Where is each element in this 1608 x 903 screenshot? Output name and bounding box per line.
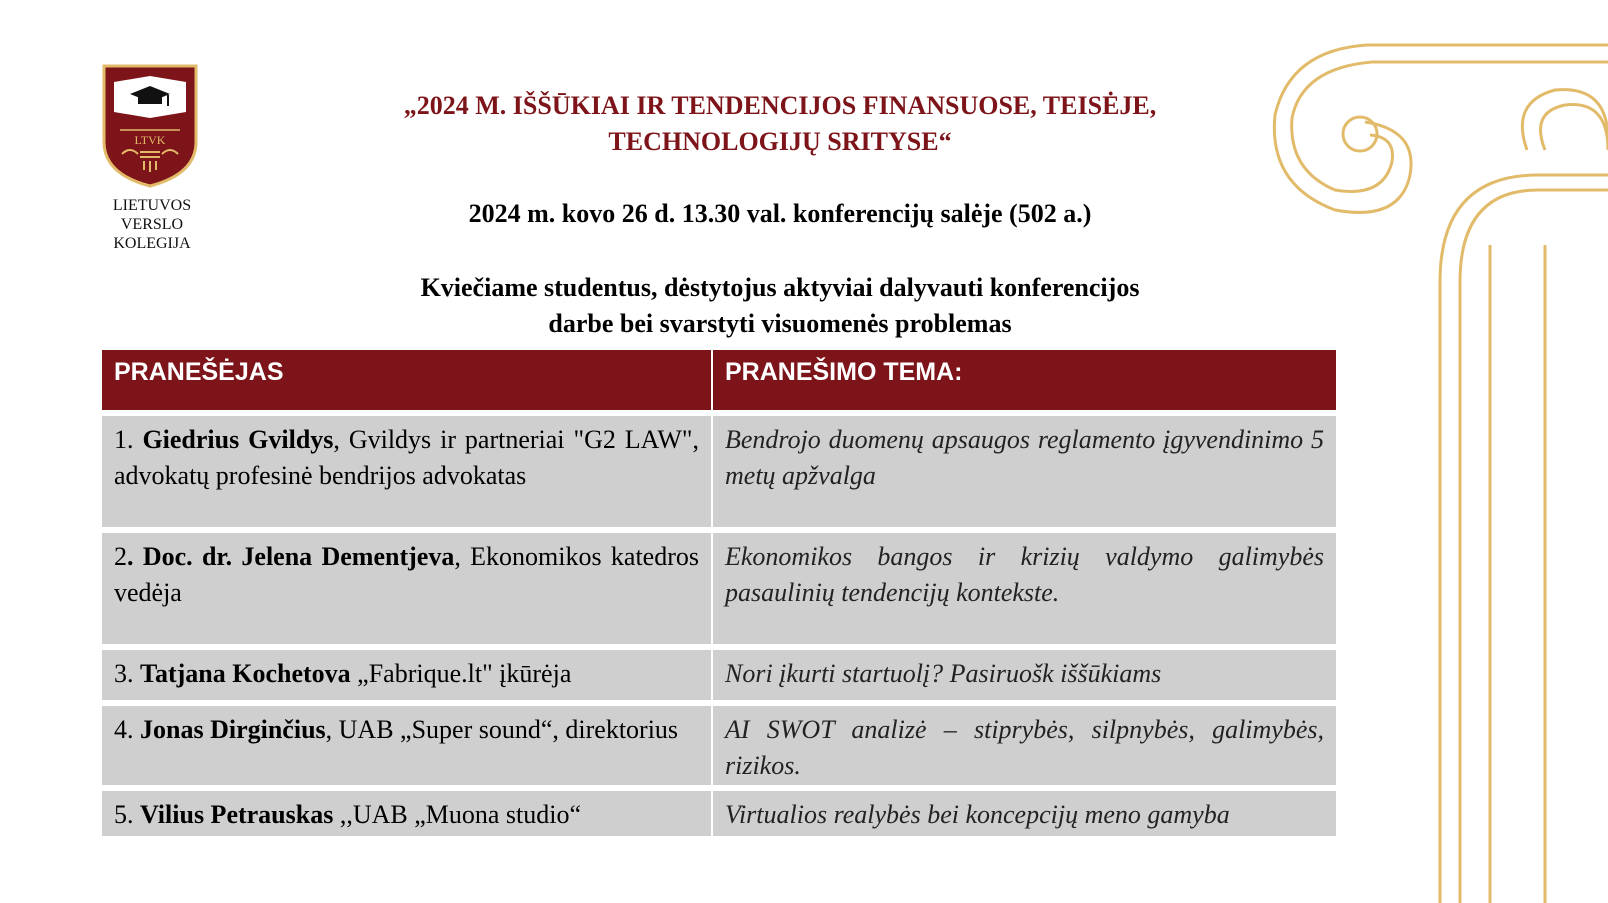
speaker-number: 5. <box>114 800 140 829</box>
table-row <box>102 530 1336 647</box>
college-name-line: KOLEGIJA <box>113 235 191 252</box>
speaker-cell <box>102 647 712 703</box>
topic-cell: Nori įkurti startuolį? Pasiruošk iššūkiams <box>712 647 1336 703</box>
college-name <box>96 196 208 253</box>
table-header-row <box>102 350 1336 413</box>
invite-line: Kviečiame studentus, dėstytojus aktyviai dalyvauti konferencijos <box>420 273 1140 302</box>
speaker-number: 1. <box>114 425 143 454</box>
speaker-affiliation: „Fabrique.lt" įkūrėja <box>350 659 572 688</box>
title-line: „2024 M. IŠŠŪKIAI IR TENDENCIJOS FINANSUOSE, TEISĖJE, <box>403 91 1157 120</box>
title-line: TECHNOLOGIJŲ SRITYSE“ <box>608 127 952 156</box>
speaker-number: 3. <box>114 659 140 688</box>
speaker-number: 2 <box>114 542 127 571</box>
speaker-affiliation: ,,UAB „Muona studio“ <box>333 800 582 829</box>
logo-badge-text: LTVK <box>134 133 166 147</box>
speaker-name: Giedrius Gvildys <box>142 425 334 454</box>
speaker-name: Tatjana Kochetova <box>140 659 351 688</box>
table-row <box>102 413 1336 530</box>
date-line: 2024 m. kovo 26 d. 13.30 val. konferencijų salėje (502 a.) <box>468 199 1092 228</box>
speaker-cell <box>102 413 712 530</box>
speakers-table <box>102 350 1336 836</box>
speaker-name: Jonas Dirginčius <box>140 715 326 744</box>
header-speaker: PRANEŠĖJAS <box>102 350 712 413</box>
speaker-affiliation: , Gvildys ir partneriai "G2 LAW", advokatų profesinė bendrijos advokatas <box>114 425 699 490</box>
table-row <box>102 788 1336 836</box>
speaker-cell <box>102 703 712 788</box>
conference-title <box>330 88 1230 160</box>
invite-line: darbe bei svarstyti visuomenės problemas <box>548 309 1012 338</box>
table-row <box>102 703 1336 788</box>
college-name-line: VERSLO <box>120 216 184 233</box>
invitation-text <box>330 270 1230 342</box>
college-name-line: LIETUVOS <box>112 197 192 214</box>
speaker-affiliation: , UAB „Super sound“, direktorius <box>325 715 679 744</box>
speaker-name: . Doc. dr. Jelena Dementjeva <box>127 542 455 571</box>
topic-cell: Virtualios realybės bei koncepcijų meno gamyba <box>712 788 1336 836</box>
table-row <box>102 647 1336 703</box>
header-topic: PRANEŠIMO TEMA: <box>712 350 1336 413</box>
speaker-cell <box>102 530 712 647</box>
college-logo <box>100 62 200 188</box>
speaker-name: Vilius Petrauskas <box>140 800 334 829</box>
topic-cell: Bendrojo duomenų apsaugos reglamento įgyvendinimo 5 metų apžvalga <box>712 413 1336 530</box>
speaker-cell <box>102 788 712 836</box>
topic-cell: AI SWOT analizė – stiprybės, silpnybės, galimybės, rizikos. <box>712 703 1336 788</box>
speaker-affiliation: , Ekonomikos katedros vedėja <box>114 542 700 607</box>
topic-cell: Ekonomikos bangos ir krizių valdymo galimybės pasaulinių tendencijų kontekste. <box>712 530 1336 647</box>
speaker-number: 4. <box>114 715 140 744</box>
